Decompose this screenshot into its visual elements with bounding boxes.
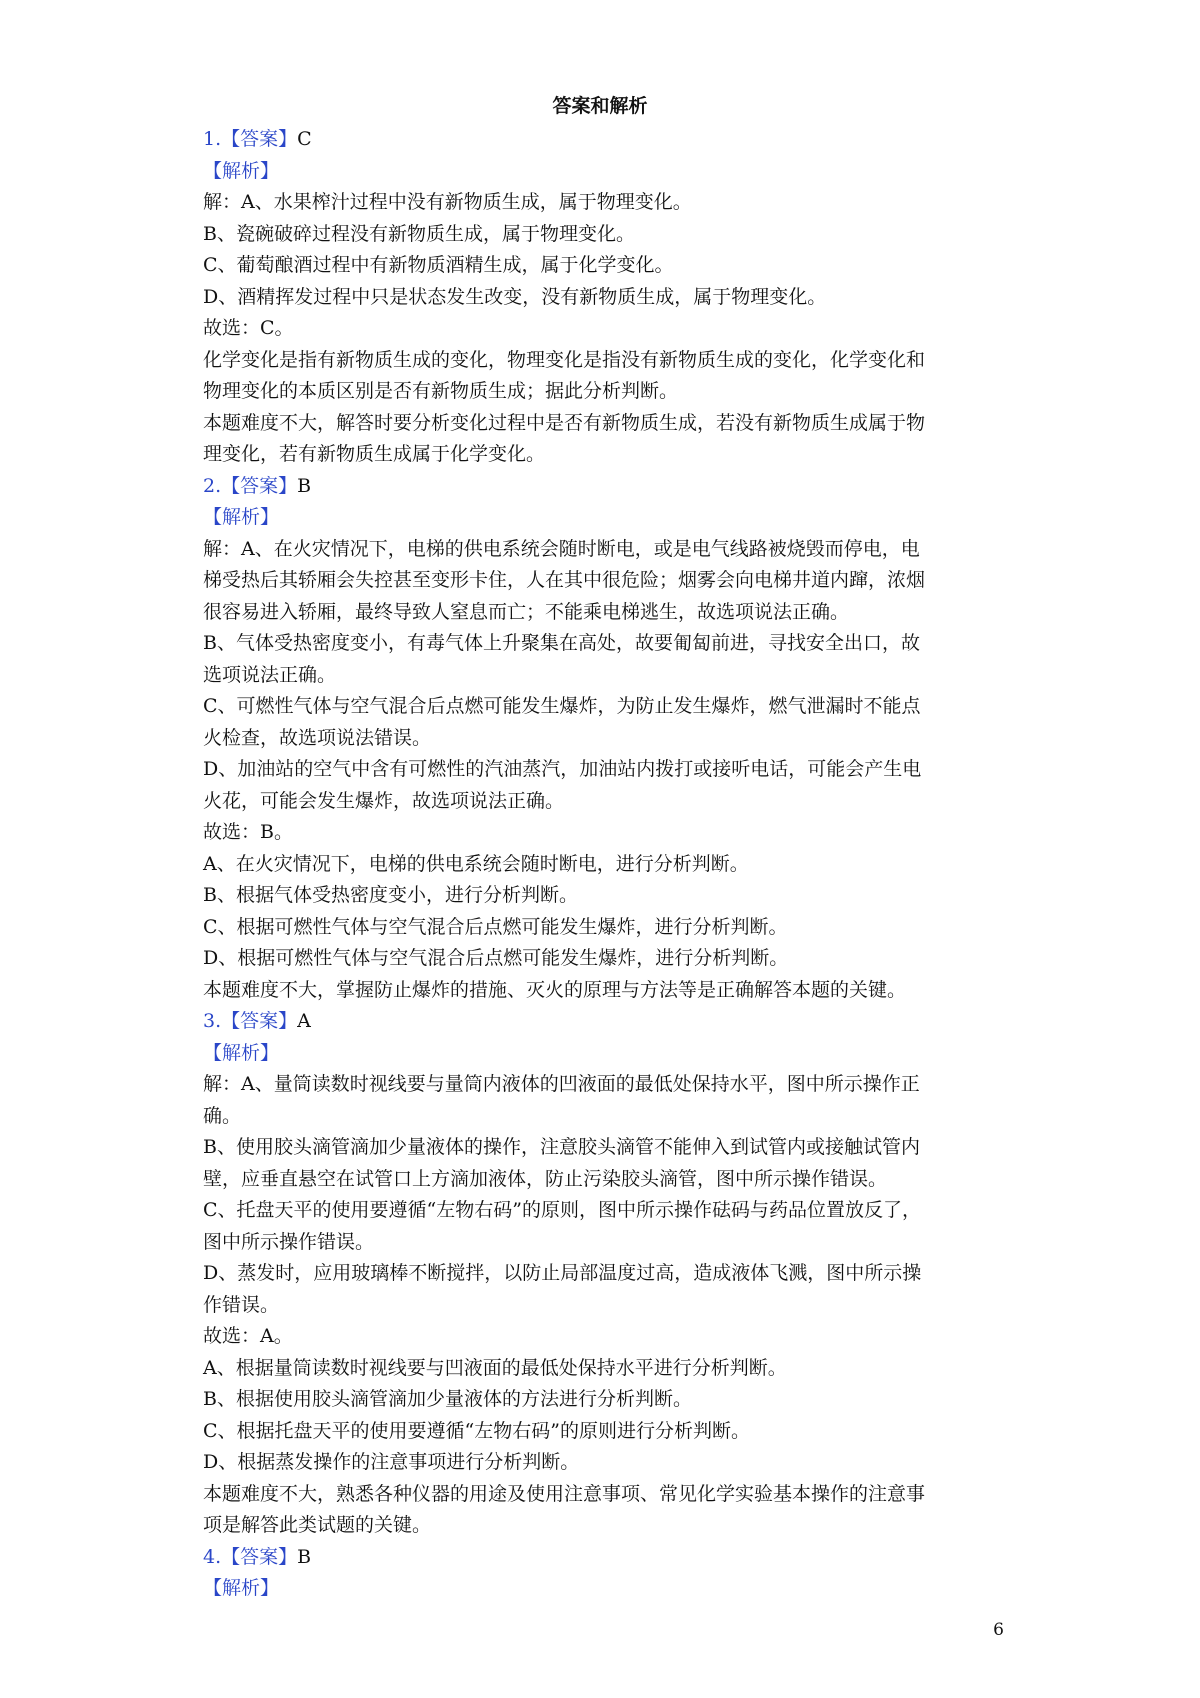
line-text: C: [297, 128, 312, 150]
text-line: [203, 345, 1003, 377]
line-text: B、使用胶头滴管滴加少量液体的操作，注意胶头滴管不能伸入到试管内或接触试管内: [203, 1136, 920, 1158]
text-line: [203, 817, 1003, 849]
answer-heading-line: [203, 1006, 1003, 1038]
line-text: 确。: [203, 1104, 242, 1127]
text-line: [203, 1384, 1003, 1416]
text-line: [203, 565, 1003, 597]
line-text: 本题难度不大，掌握防止爆炸的措施、灭火的原理与方法等是正确解答本题的关键。: [203, 978, 907, 1001]
line-text: 火花，可能会发生爆炸，故选项说法正确。: [203, 789, 565, 812]
text-line: [203, 943, 1003, 975]
line-text: 选项说法正确。: [203, 663, 337, 686]
text-line: [203, 1321, 1003, 1353]
label-tag: 3.【答案】: [203, 1010, 298, 1032]
line-text: C、可燃性气体与空气混合后点燃可能发生爆炸，为防止发生爆炸，燃气泄漏时不能点: [203, 695, 921, 717]
answer-heading-line: [203, 1542, 1003, 1574]
answer-heading-line: [203, 124, 1003, 156]
text-line: [203, 597, 1003, 629]
text-line: [203, 723, 1003, 755]
line-text: C、葡萄酿酒过程中有新物质酒精生成，属于化学变化。: [203, 254, 674, 276]
line-text: C、根据托盘天平的使用要遵循“左物右码”的原则进行分析判断。: [203, 1419, 750, 1442]
label-tag: 【解析】: [203, 159, 280, 182]
line-text: C、托盘天平的使用要遵循“左物右码”的原则，图中所示操作砝码与药品位置放反了，: [203, 1199, 921, 1221]
line-text: 壁，应垂直悬空在试管口上方滴加液体，防止污染胶头滴管，图中所示操作错误。: [203, 1167, 888, 1190]
text-line: [203, 1353, 1003, 1385]
line-text: 作错误。: [203, 1293, 280, 1316]
line-text: D、蒸发时，应用玻璃棒不断搅拌，以防止局部温度过高，造成液体飞溅，图中所示操: [203, 1262, 922, 1284]
text-line: [203, 1132, 1003, 1164]
line-text: B: [297, 1545, 312, 1568]
line-text: 图中所示操作错误。: [203, 1230, 375, 1253]
text-line: [203, 754, 1003, 786]
page-number: 6: [993, 1620, 1004, 1640]
text-line: [203, 1164, 1003, 1196]
text-line: [203, 691, 1003, 723]
line-text: D、酒精挥发过程中只是状态发生改变，没有新物质生成，属于物理变化。: [203, 285, 827, 308]
line-text: D、根据蒸发操作的注意事项进行分析判断。: [203, 1451, 580, 1473]
line-text: 理变化，若有新物质生成属于化学变化。: [203, 443, 546, 465]
line-text: 项是解答此类试题的关键。: [203, 1514, 432, 1536]
text-line: [203, 628, 1003, 660]
text-line: [203, 849, 1003, 881]
line-text: 物理变化的本质区别是否有新物质生成；据此分析判断。: [203, 380, 679, 402]
text-line: [203, 1416, 1003, 1448]
line-text: 故选：C。: [203, 317, 294, 339]
text-line: [203, 1510, 1003, 1542]
text-line: [203, 880, 1003, 912]
text-line: [203, 313, 1003, 345]
text-line: [203, 975, 1003, 1007]
text-line: [203, 1195, 1003, 1227]
analysis-heading-line: [203, 156, 1003, 188]
line-text: B、根据气体受热密度变小，进行分析判断。: [203, 884, 578, 906]
text-line: [203, 282, 1003, 314]
label-tag: 4.【答案】: [203, 1545, 298, 1568]
text-line: [203, 1290, 1003, 1322]
label-tag: 【解析】: [203, 506, 280, 528]
line-text: 解：A、量筒读数时视线要与量筒内液体的凹液面的最低处保持水平，图中所示操作正: [203, 1073, 920, 1095]
answer-content: [203, 124, 1003, 1605]
analysis-heading-line: [203, 1573, 1003, 1605]
text-line: [203, 1447, 1003, 1479]
answer-heading-line: [203, 471, 1003, 503]
line-text: C、根据可燃性气体与空气混合后点燃可能发生爆炸，进行分析判断。: [203, 915, 788, 938]
line-text: 故选：B。: [203, 821, 293, 843]
line-text: B、气体受热密度变小，有毒气体上升聚集在高处，故要匍匐前进，寻找安全出口，故: [203, 632, 920, 654]
label-tag: 【解析】: [203, 1041, 280, 1064]
text-line: [203, 1227, 1003, 1259]
line-text: 梯受热后其轿厢会失控甚至变形卡住，人在其中很危险；烟雾会向电梯井道内蹿，浓烟: [203, 569, 926, 591]
text-line: [203, 376, 1003, 408]
line-text: 火检查，故选项说法错误。: [203, 726, 432, 749]
line-text: 故选：A。: [203, 1325, 293, 1347]
text-line: [203, 408, 1003, 440]
label-tag: 1.【答案】: [203, 128, 298, 150]
label-tag: 【解析】: [203, 1577, 280, 1599]
line-text: 很容易进入轿厢，最终导致人窒息而亡；不能乘电梯逃生，故选项说法正确。: [203, 600, 850, 623]
line-text: 本题难度不大，熟悉各种仪器的用途及使用注意事项、常见化学实验基本操作的注意事: [203, 1482, 926, 1505]
text-line: [203, 1101, 1003, 1133]
line-text: D、加油站的空气中含有可燃性的汽油蒸汽，加油站内拨打或接听电话，可能会产生电: [203, 758, 922, 780]
text-line: [203, 187, 1003, 219]
text-line: [203, 786, 1003, 818]
line-text: D、根据可燃性气体与空气混合后点燃可能发生爆炸，进行分析判断。: [203, 947, 789, 969]
line-text: B、瓷碗破碎过程没有新物质生成，属于物理变化。: [203, 222, 635, 245]
text-line: [203, 1258, 1003, 1290]
text-line: [203, 534, 1003, 566]
line-text: B: [297, 474, 312, 497]
text-line: [203, 219, 1003, 251]
line-text: A、在火灾情况下，电梯的供电系统会随时断电，进行分析判断。: [203, 852, 749, 875]
line-text: 解：A、水果榨汁过程中没有新物质生成，属于物理变化。: [203, 191, 692, 213]
text-line: [203, 1069, 1003, 1101]
text-line: [203, 439, 1003, 471]
line-text: 化学变化是指有新物质生成的变化，物理变化是指没有新物质生成的变化，化学变化和: [203, 348, 926, 371]
line-text: A: [297, 1010, 311, 1032]
line-text: 本题难度不大，解答时要分析变化过程中是否有新物质生成，若没有新物质生成属于物: [203, 411, 926, 434]
text-line: [203, 1479, 1003, 1511]
line-text: B、根据使用胶头滴管滴加少量液体的方法进行分析判断。: [203, 1388, 692, 1410]
line-text: A、根据量筒读数时视线要与凹液面的最低处保持水平进行分析判断。: [203, 1356, 787, 1379]
page-title: 答案和解析: [552, 95, 648, 117]
label-tag: 2.【答案】: [203, 474, 298, 497]
text-line: [203, 250, 1003, 282]
text-line: [203, 660, 1003, 692]
analysis-heading-line: [203, 1038, 1003, 1070]
text-line: [203, 912, 1003, 944]
analysis-heading-line: [203, 502, 1003, 534]
line-text: 解：A、在火灾情况下，电梯的供电系统会随时断电，或是电气线路被烧毁而停电，电: [203, 537, 920, 560]
